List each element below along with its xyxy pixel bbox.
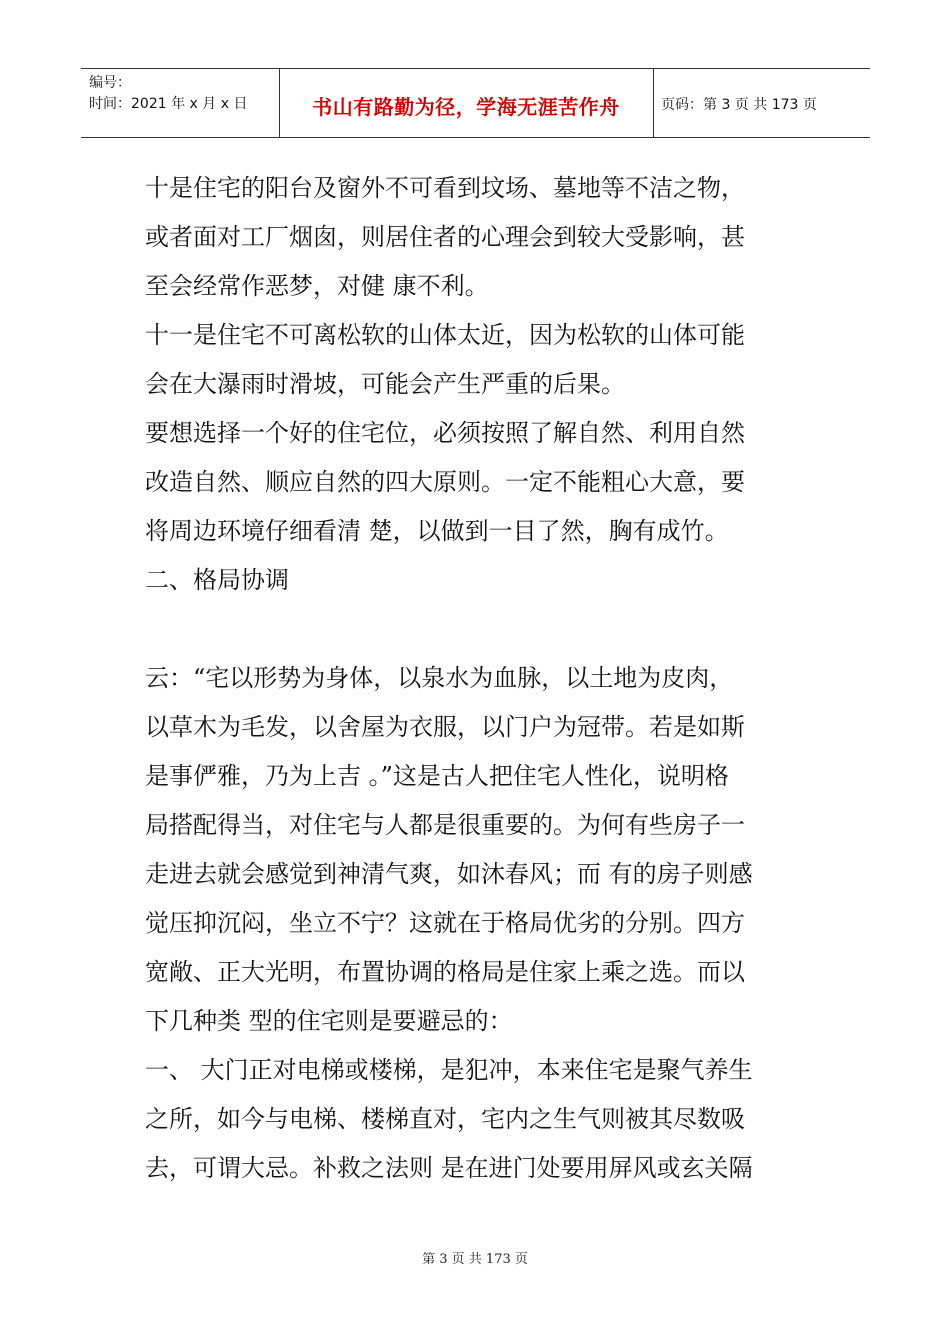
body-line: 会在大瀑雨时滑坡，可能会产生严重的后果。 <box>145 370 625 398</box>
body-line: 以草木为毛发，以舍屋为衣服，以门户为冠带。若是如斯 <box>145 713 745 741</box>
document-number-label: 编号： <box>89 75 131 91</box>
header-motto-cell <box>279 69 654 137</box>
body-line: 局搭配得当，对住宅与人都是很重要的。为何有些房子一 <box>145 811 745 839</box>
header-meta-cell <box>81 69 280 137</box>
body-line: 将周边环境仔细看清 楚，以做到一目了然，胸有成竹。 <box>145 517 729 545</box>
header-page-info: 页码：第 3 页 共 173 页 <box>661 97 817 113</box>
body-line: 云：“宅以形势为身体，以泉水为血脉，以土地为皮肉， <box>145 664 734 692</box>
header-motto: 书山有路勤为径，学海无涯苦作舟 <box>312 95 620 119</box>
header-page-cell <box>653 69 870 137</box>
document-header <box>81 68 870 138</box>
body-line: 是事俨雅，乃为上吉 。”这是古人把住宅人性化，说明格 <box>145 762 729 790</box>
body-line: 十是住宅的阳台及窗外不可看到坟场、墓地等不洁之物， <box>145 174 745 202</box>
section-heading: 二、格局协调 <box>145 566 289 594</box>
document-time-label: 时间：2021 年 x 月 x 日 <box>89 96 248 112</box>
body-line: 下几种类 型的住宅则是要避忌的： <box>145 1007 513 1035</box>
body-line: 去，可谓大忌。补救之法则 是在进门处要用屏风或玄关隔 <box>145 1154 753 1182</box>
body-line: 走进去就会感觉到神清气爽，如沐春风；而 有的房子则感 <box>145 860 753 888</box>
document-body <box>145 164 825 1193</box>
body-line: 宽敞、正大光明，布置协调的格局是住家上乘之选。而以 <box>145 958 745 986</box>
body-line: 十一是住宅不可离松软的山体太近，因为松软的山体可能 <box>145 321 745 349</box>
body-line: 至会经常作恶梦，对健 康不利。 <box>145 272 489 300</box>
body-line: 要想选择一个好的住宅位，必须按照了解自然、利用自然 <box>145 419 745 447</box>
body-line: 一、 大门正对电梯或楼梯，是犯冲，本来住宅是聚气养生 <box>145 1056 753 1084</box>
body-line: 觉压抑沉闷，坐立不宁？这就在于格局优劣的分别。四方 <box>145 909 745 937</box>
body-line: 之所，如今与电梯、楼梯直对，宅内之生气则被其尽数吸 <box>145 1105 745 1133</box>
paragraph-gap <box>145 605 825 654</box>
body-line: 改造自然、顺应自然的四大原则。一定不能粗心大意，要 <box>145 468 745 496</box>
body-line: 或者面对工厂烟囱，则居住者的心理会到较大受影响，甚 <box>145 223 745 251</box>
page-footer: 第 3 页 共 173 页 <box>422 1252 528 1267</box>
